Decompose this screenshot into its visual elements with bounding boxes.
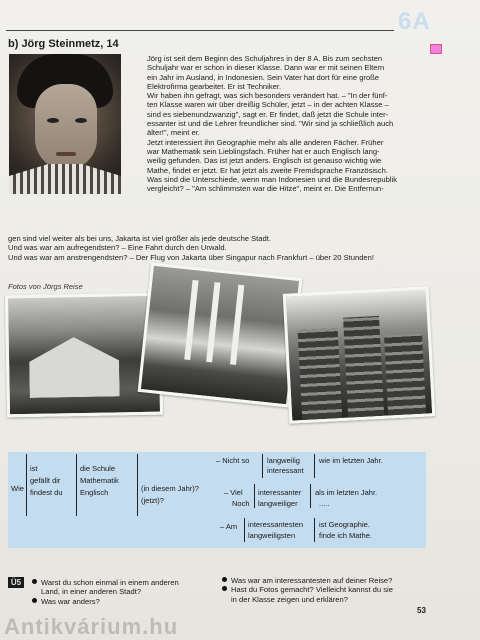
article-text-column: [147, 54, 455, 193]
travel-photo-house: [5, 293, 163, 418]
text-line: Was sind die Unterschiede, wenn man Indonesien und die Bundesrepublik: [147, 174, 398, 184]
table-word: die Schule: [80, 464, 116, 473]
bullet-icon: [222, 586, 227, 591]
question-text: Hast du Fotos gemacht? Vielleicht kannst du sie: [231, 585, 393, 595]
text-line: weilig gefunden. Das ist jetzt anders. Englisch ist genauso wichtig wie: [147, 156, 382, 166]
table-word: Noch: [232, 499, 250, 508]
table-word: – Viel: [224, 488, 243, 497]
table-word: (jetzt)?: [141, 496, 164, 505]
table-word: Mathematik: [80, 476, 119, 485]
watermark-text: Antikvárium.hu: [4, 614, 179, 639]
table-word: ist: [30, 464, 38, 473]
text-line: ein Jahr im Ausland, in Indonesien. Sein Vater hat dort für eine große: [147, 72, 380, 82]
table-word: langweilig: [267, 456, 300, 465]
table-word: langweiligsten: [248, 531, 296, 540]
text-line: essanter ist und die Lehrer freundlicher sind. "Wir sind ja schließlich auch: [147, 119, 394, 129]
text-line: Jörg ist seit dem Beginn des Schuljahres in der 8 A. Bis zum sechsten: [147, 54, 383, 63]
bullet-icon: [222, 577, 227, 582]
table-word: interessantesten: [248, 520, 304, 529]
table-word: finde ich Mathe.: [319, 531, 372, 540]
table-word: als im letzten Jahr.: [315, 488, 378, 497]
exercise-question: [32, 578, 179, 606]
table-word: – Am: [220, 522, 238, 531]
question-text: Land, in einer anderen Stadt?: [41, 587, 142, 597]
exercise-question: [222, 576, 393, 604]
bullet-icon: [32, 598, 37, 603]
table-word: interessanter: [258, 488, 302, 497]
photo-caption: Fotos von Jörgs Reise: [8, 282, 83, 291]
table-word: interessant: [267, 466, 304, 475]
text-line: Schuljahr war er schon in dieser Klasse. Dann war er mit seinen Eltern: [147, 63, 385, 73]
unit-label: 6A: [398, 8, 431, 35]
table-word: Wie: [11, 484, 24, 493]
text-line: älter!", meint er.: [147, 128, 200, 138]
table-word: ist Geographie.: [319, 520, 370, 529]
header-rule: [6, 30, 394, 31]
portrait-photo: [9, 54, 121, 194]
question-text: Was war anders?: [41, 596, 100, 606]
question-text: in der Klasse zeigen und erklären?: [231, 594, 348, 604]
travel-photo-street: [283, 286, 436, 423]
text-line: Elektrofirma gearbeitet. Er ist Techniker.: [147, 81, 282, 91]
text-line: Jetzt interessiert ihn Geographie mehr als alle anderen Fächer. Früher: [147, 137, 384, 147]
grammar-table: [8, 452, 426, 548]
text-line: war Mathematik sein Lieblingsfach. Früher hat er auch Englisch lang-: [147, 146, 380, 156]
text-line: Wir haben ihn gefragt, was sich besonders verändert hat. – "In der fünf-: [147, 91, 388, 101]
bullet-icon: [32, 579, 37, 584]
text-line: gen sind viel weiter als bei uns, Jakarta ist viel größer als jede deutsche Stadt.: [8, 234, 271, 243]
table-word: (in diesem Jahr)?: [141, 484, 199, 493]
text-line: Und was war am anstrengendsten? – Der Flug von Jakarta über Singapur nach Frankfurt – über 20 Stunden!: [8, 252, 374, 262]
question-text: Was war am interessantesten auf deiner Reise?: [231, 576, 393, 585]
table-word: wie im letzten Jahr.: [319, 456, 383, 465]
table-word: Englisch: [80, 488, 109, 497]
text-line: sind es siebenundzwanzig", sagt er. Er findet, daß jetzt die Schule inter-: [147, 109, 389, 119]
exercise-marker-icon: [430, 44, 442, 54]
table-word: findest du: [30, 488, 63, 497]
text-line: ten Klasse waren wir über dreißig Schüler, jetzt – in der achten Klasse –: [147, 100, 389, 110]
text-line: Und was war am aufregendsten? – Eine Fahrt durch den Urwald.: [8, 243, 227, 253]
text-line: vergleicht? – "Am schlimmsten war die Hitze", meint er. Die Entfernun-: [147, 184, 384, 194]
table-word: .....: [319, 499, 330, 508]
page-number: 53: [417, 606, 426, 615]
table-word: – Nicht so: [216, 456, 250, 465]
article-text-wide: [8, 234, 458, 262]
question-text: Warst du schon einmal in einem anderen: [41, 578, 179, 587]
travel-photo-flags: [138, 262, 303, 407]
text-line: Mathe, findet er jetzt. Er hat jetzt als zweite Fremdsprache Französisch.: [147, 165, 388, 175]
section-title: b) Jörg Steinmetz, 14: [8, 38, 119, 50]
table-word: gefällt dir: [30, 476, 61, 485]
table-word: langweiliger: [258, 499, 298, 508]
exercise-badge: Ü5: [8, 577, 24, 588]
